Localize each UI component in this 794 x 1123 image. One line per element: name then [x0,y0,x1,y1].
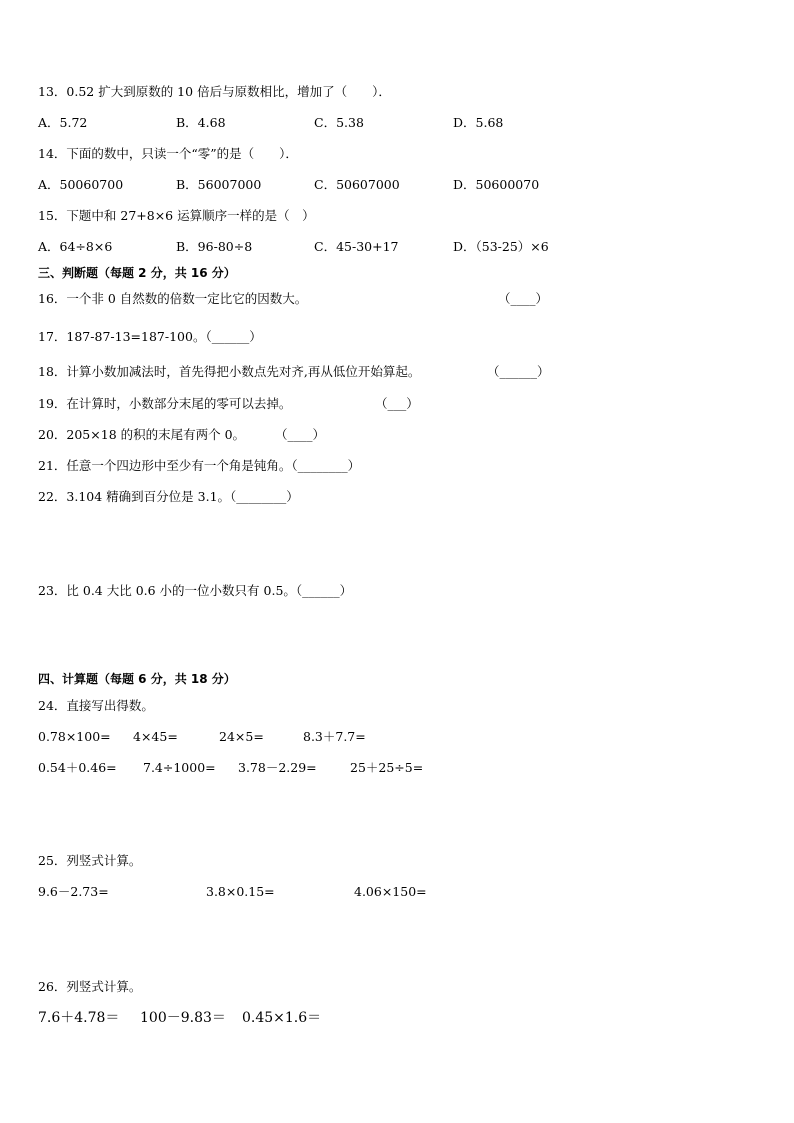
q13-option-d[interactable]: D．5.68 [453,115,504,130]
question-16: 16．一个非 0 自然数的倍数一定比它的因数大。 [38,291,308,306]
q13-option-a[interactable]: A．5.72 [38,115,88,130]
q13-option-c[interactable]: C．5.38 [314,115,364,130]
question-26-stem: 26．列竖式计算。 [38,979,142,994]
q14-option-a[interactable]: A．50060700 [38,177,124,192]
question-20: 20．205×18 的积的末尾有两个 0。 [38,427,246,442]
answer-blank-20[interactable]: （____） [275,427,326,442]
question-21: 21．任意一个四边形中至少有一个角是钝角。（________） [38,458,361,473]
answer-blank-19[interactable]: （___） [375,396,419,411]
question-17: 17．187-87-13=187-100。（______） [38,329,262,344]
q24-item-5: 0.54＋0.46= [38,760,117,775]
q25-item-3: 4.06×150= [354,884,427,899]
q24-item-1: 0.78×100= [38,729,111,744]
question-14-stem: 14．下面的数中，只读一个“零”的是（ ）． [38,146,298,161]
q24-item-4: 8.3＋7.7= [303,729,366,744]
q15-option-d[interactable]: D．（53-25）×6 [453,239,549,254]
question-19: 19．在计算时，小数部分末尾的零可以去掉。 [38,396,292,411]
q26-item-3: 0.45×1.6＝ [242,1010,322,1026]
section-3-heading: 三、判断题（每题 2 分，共 16 分） [38,266,236,280]
q24-item-6: 7.4÷1000= [143,760,216,775]
answer-blank-16[interactable]: （____） [498,291,549,306]
q15-option-b[interactable]: B．96-80÷8 [176,239,253,254]
answer-blank-18[interactable]: （______） [487,364,550,379]
q25-item-2: 3.8×0.15= [206,884,275,899]
question-13-stem: 13．0.52 扩大到原数的 10 倍后与原数相比，增加了（ ）． [38,84,391,99]
section-4-heading: 四、计算题（每题 6 分，共 18 分） [38,672,236,686]
question-22: 22．3.104 精确到百分位是 3.1。（________） [38,489,299,504]
q15-option-a[interactable]: A．64÷8×6 [38,239,113,254]
q24-item-8: 25＋25÷5= [350,760,424,775]
question-25-stem: 25．列竖式计算。 [38,853,142,868]
q26-item-1: 7.6＋4.78＝ [38,1010,120,1026]
question-23: 23．比 0.4 大比 0.6 小的一位小数只有 0.5。（______） [38,583,353,598]
q26-item-2: 100－9.83＝ [140,1010,226,1026]
q24-item-3: 24×5= [219,729,264,744]
q24-item-7: 3.78－2.29= [238,760,317,775]
question-15-stem: 15．下题中和 27+8×6 运算顺序一样的是（ ） [38,208,315,223]
q15-option-c[interactable]: C．45-30+17 [314,239,399,254]
question-24-stem: 24．直接写出得数。 [38,698,154,713]
question-18: 18．计算小数加减法时，首先得把小数点先对齐,再从低位开始算起。 [38,364,421,379]
q25-item-1: 9.6－2.73= [38,884,109,899]
q14-option-d[interactable]: D．50600070 [453,177,540,192]
q13-option-b[interactable]: B．4.68 [176,115,226,130]
q14-option-b[interactable]: B．56007000 [176,177,262,192]
q14-option-c[interactable]: C．50607000 [314,177,400,192]
q24-item-2: 4×45= [133,729,178,744]
